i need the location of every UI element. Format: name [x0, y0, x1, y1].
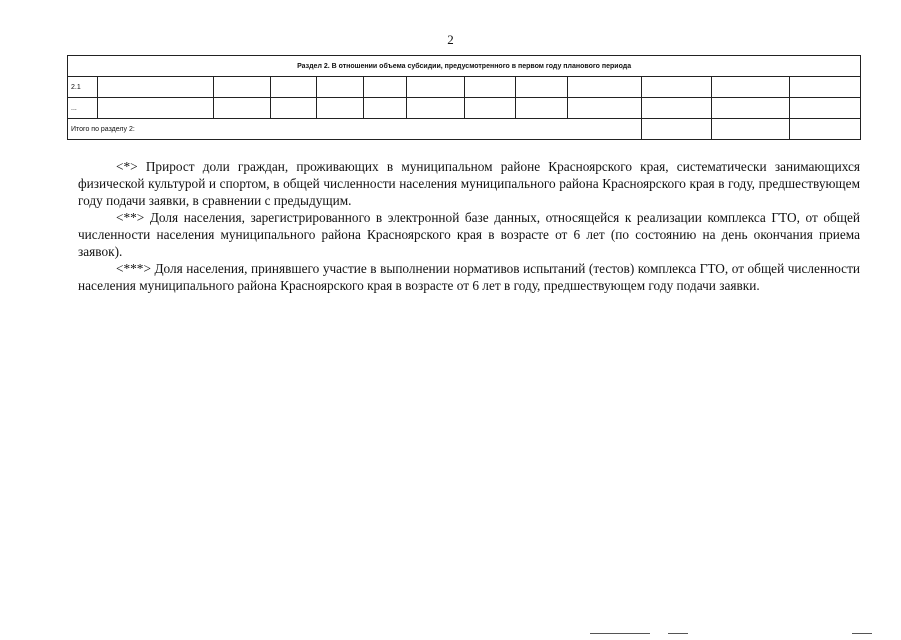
- table-cell: [407, 98, 465, 119]
- table-cell: [465, 98, 516, 119]
- table-cell: [790, 77, 861, 98]
- footnote-1: <*> Прирост доли граждан, проживающих в муниципальном районе Красноярского края, систематически занимающихся физической культурой и спортом, в общей численности населения муниципального района Красноярского края в году, предшествующем году подачи заявки, в сравнении с предыдущим.: [78, 159, 860, 208]
- table-cell: [516, 98, 568, 119]
- table-cell: [407, 77, 465, 98]
- table-row: [68, 98, 861, 119]
- total-row: [68, 119, 861, 140]
- table-cell: [790, 119, 861, 140]
- footnotes: [78, 158, 860, 294]
- table-cell: [642, 77, 712, 98]
- footnote-3: <***> Доля населения, принявшего участие в выполнении нормативов испытаний (тестов) комплекса ГТО, от общей численности населения муниципального района Красноярского края в возрасте от 6 лет в году, предшествующем году подачи заявки.: [78, 261, 860, 293]
- table-cell: [98, 98, 214, 119]
- table-cell: [271, 98, 317, 119]
- table-cell: [642, 119, 712, 140]
- table-cell: [516, 77, 568, 98]
- scan-artifact: [590, 633, 650, 634]
- table-cell: [712, 77, 790, 98]
- section-header: Раздел 2. В отношении объема субсидии, предусмотренного в первом году планового периода: [68, 56, 861, 77]
- scan-artifact: [668, 633, 688, 634]
- row-number: ...: [68, 98, 98, 119]
- table-cell: [465, 77, 516, 98]
- footnote-2: <**> Доля населения, зарегистрированного в электронной базе данных, относящейся к реализации комплекса ГТО, от общей численности населения муниципального района Красноярского края в возрасте от 6 лет (по состоянию на день окончания приема заявок).: [78, 210, 860, 259]
- scan-artifact: [852, 633, 872, 634]
- table-cell: [317, 77, 364, 98]
- table-cell: [271, 77, 317, 98]
- table-row: [68, 77, 861, 98]
- page-number: 2: [447, 32, 454, 47]
- table-cell: [712, 119, 790, 140]
- subsidy-table: [67, 55, 861, 140]
- total-label: Итого по разделу 2:: [68, 119, 642, 140]
- table-cell: [364, 77, 407, 98]
- table-cell: [317, 98, 364, 119]
- table-cell: [364, 98, 407, 119]
- table-cell: [568, 77, 642, 98]
- table-cell: [568, 98, 642, 119]
- table-cell: [712, 98, 790, 119]
- table-cell: [214, 77, 271, 98]
- table-cell: [642, 98, 712, 119]
- table-cell: [790, 98, 861, 119]
- row-number: 2.1: [68, 77, 98, 98]
- table-cell: [214, 98, 271, 119]
- table-cell: [98, 77, 214, 98]
